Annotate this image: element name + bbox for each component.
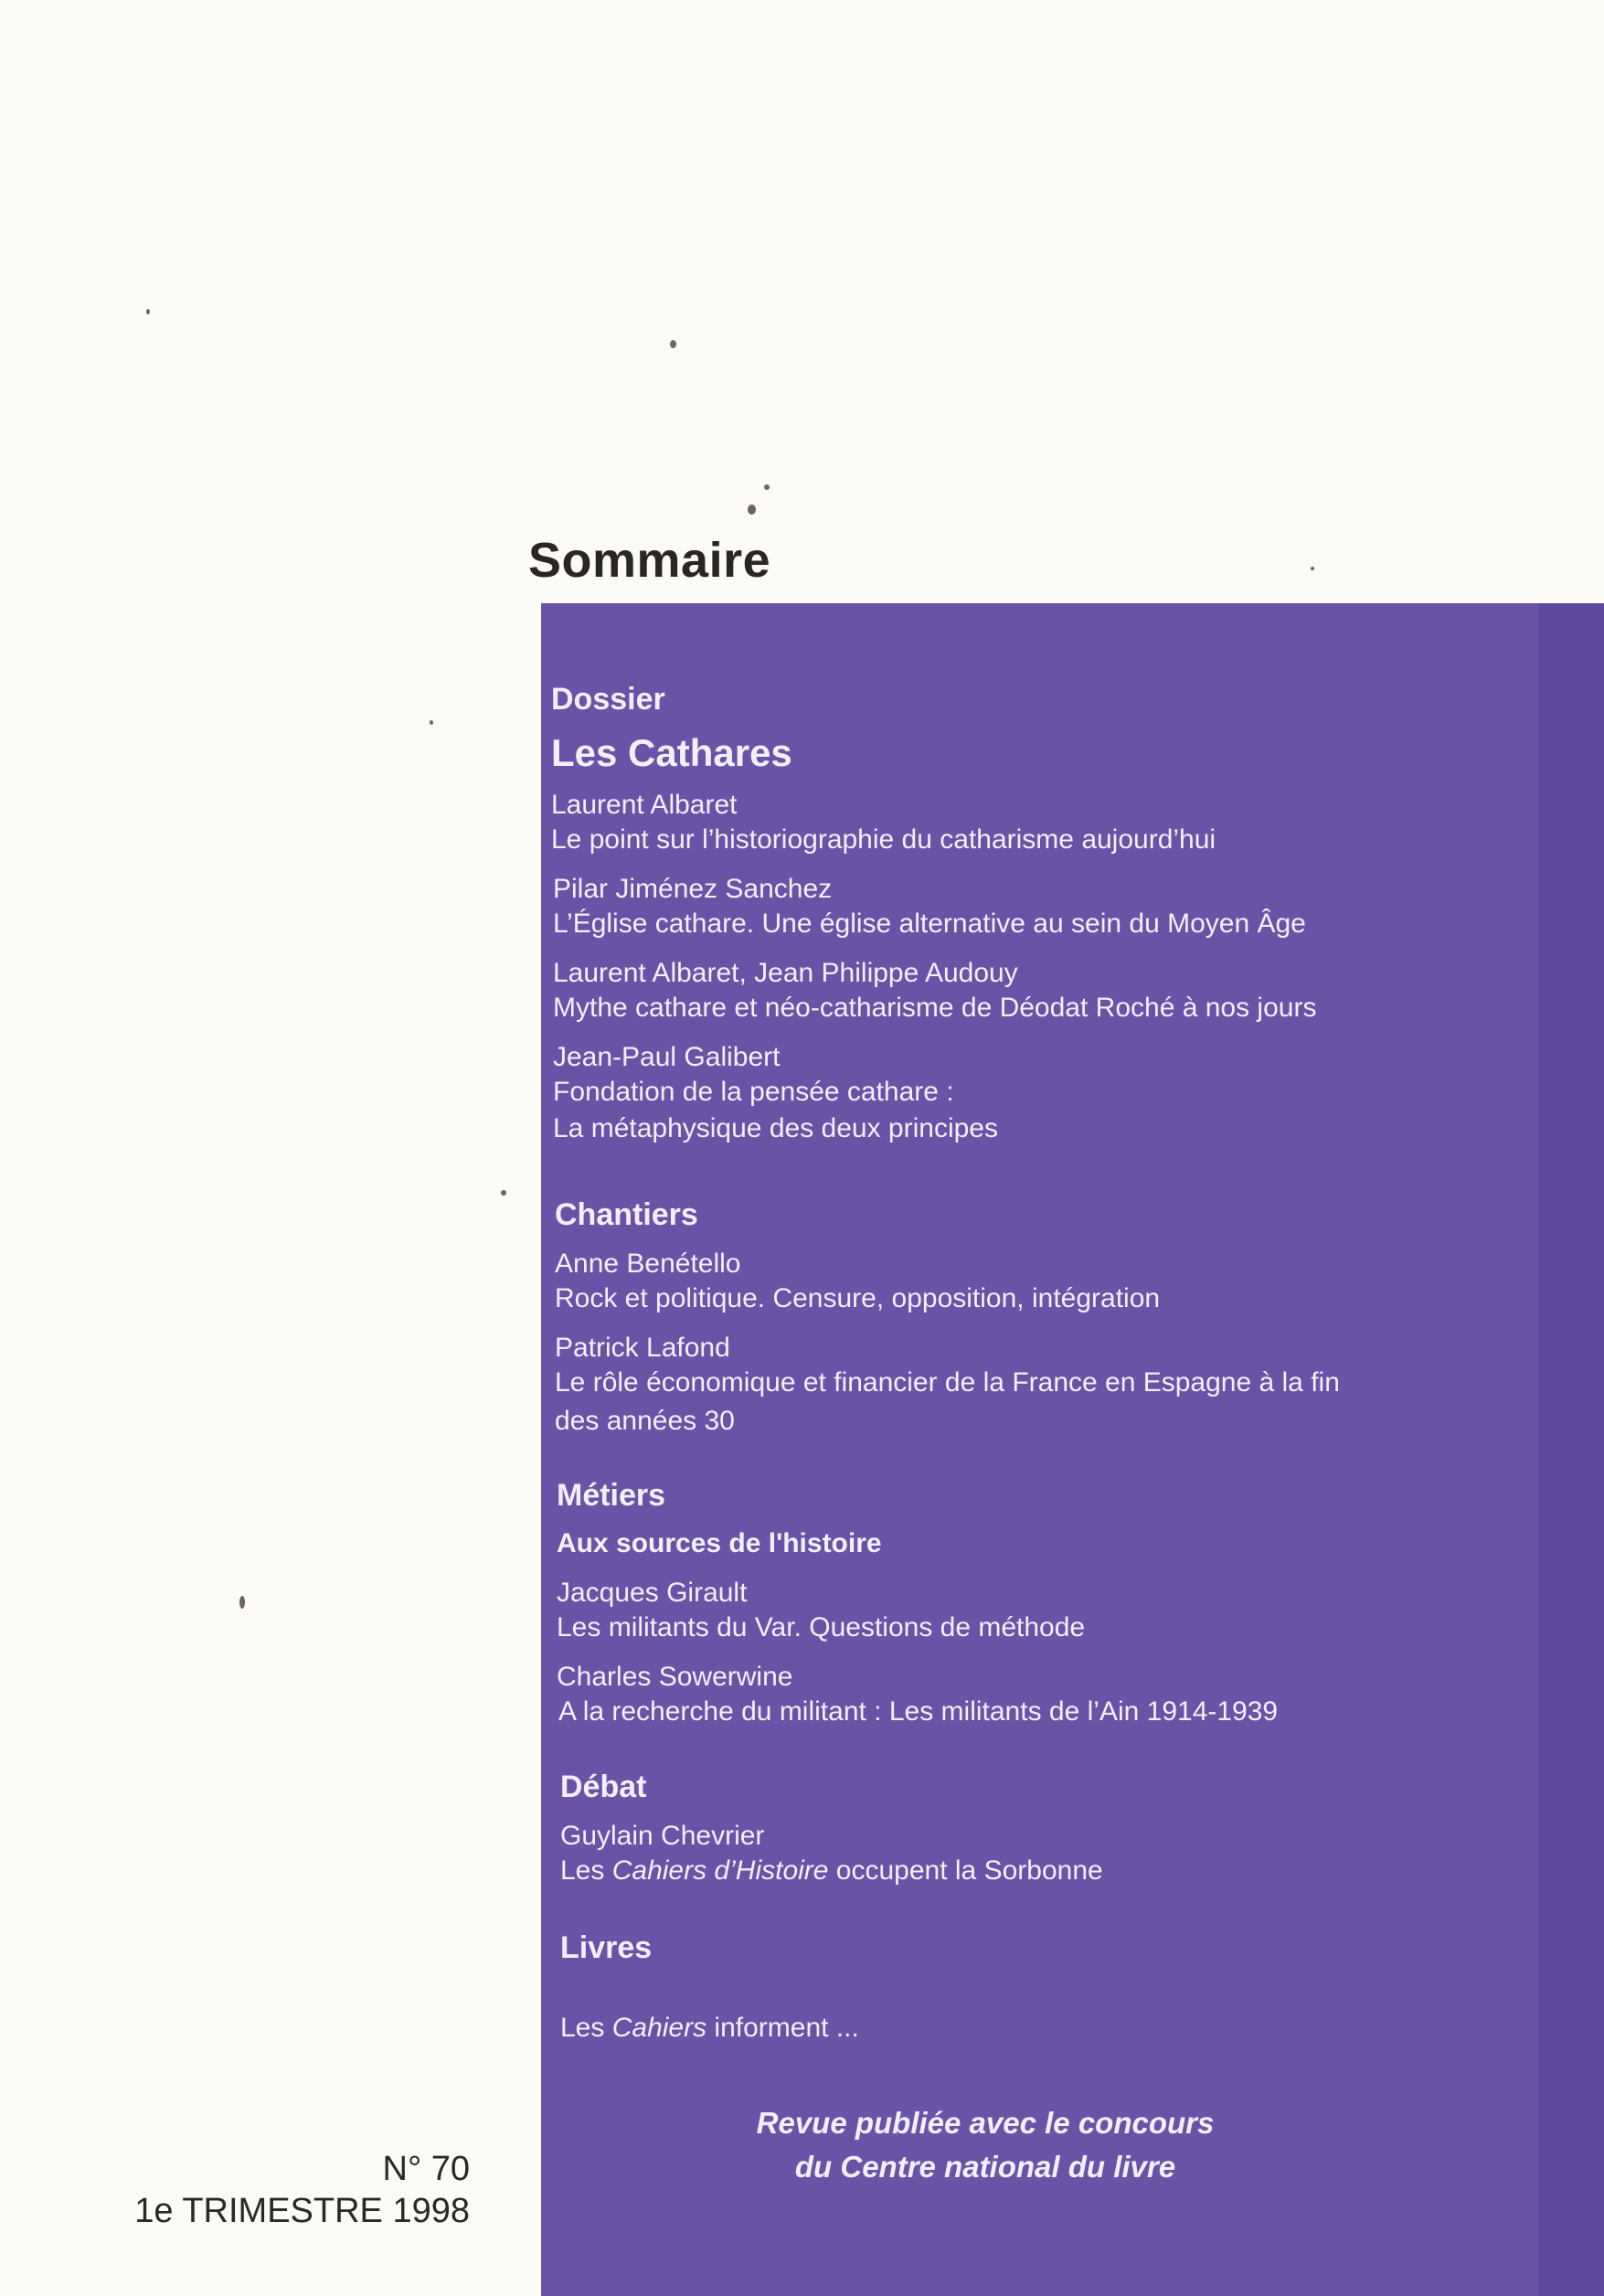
entry-title-start: Les — [560, 1855, 612, 1886]
spine-stripe — [1538, 603, 1604, 2296]
entry-title-continued: La métaphysique des deux principes — [553, 1113, 998, 1143]
entry-author: Anne Benétello — [555, 1249, 741, 1279]
paper-speck — [670, 340, 676, 348]
paper-speck — [501, 1190, 506, 1196]
entry-author: Jacques Girault — [557, 1578, 748, 1608]
entry-author: Laurent Albaret — [551, 790, 738, 820]
livres-line — [560, 2013, 859, 2044]
entry-title: Fondation de la pensée cathare : — [553, 1077, 954, 1107]
entry-title: Le point sur l’historiographie du catharisme aujourd’hui — [551, 824, 1216, 855]
section-label-chantiers: Chantiers — [555, 1197, 698, 1232]
entry-title-continued: des années 30 — [555, 1406, 735, 1436]
paper-speck — [1311, 567, 1314, 570]
entry-title: L’Église cathare. Une église alternative au sein du Moyen Âge — [553, 909, 1306, 939]
section-label-livres: Livres — [560, 1930, 653, 1965]
dossier-title: Les Cathares — [551, 731, 792, 774]
entry-title — [560, 1855, 1103, 1887]
entry-title: Les militants du Var. Questions de méthode — [557, 1612, 1086, 1642]
entry-author: Charles Sowerwine — [557, 1662, 793, 1692]
livres-line-italic: Cahiers — [611, 2013, 707, 2043]
issue-number: N° 70 — [382, 2150, 470, 2188]
livres-line-end: informent ... — [706, 2013, 859, 2043]
footer-line-1: Revue publiée avec le concours — [756, 2106, 1215, 2140]
footer-line-2: du Centre national du livre — [794, 2150, 1176, 2184]
section-label-debat: Débat — [560, 1770, 647, 1804]
paper-speck — [748, 505, 756, 515]
entry-author: Laurent Albaret, Jean Philippe Audouy — [553, 958, 1018, 988]
issue-period: 1e TRIMESTRE 1998 — [134, 2192, 470, 2230]
entry-title: A la recherche du militant : Les militants de l’Ain 1914-1939 — [558, 1696, 1279, 1727]
entry-title: Mythe cathare et néo-catharisme de Déodat Roché à nos jours — [553, 993, 1317, 1023]
section-label-metiers: Métiers — [557, 1478, 666, 1513]
entry-author: Patrick Lafond — [555, 1333, 730, 1363]
livres-line-start: Les — [560, 2013, 612, 2043]
paper-speck — [239, 1596, 245, 1609]
section-label-dossier: Dossier — [551, 682, 665, 717]
entry-title-italic: Cahiers d’Histoire — [611, 1855, 829, 1886]
metiers-subtitle: Aux sources de l'histoire — [557, 1528, 882, 1558]
entry-title: Le rôle économique et financier de la France en Espagne à la fin — [555, 1367, 1340, 1398]
paper-speck — [146, 309, 150, 314]
paper-speck — [764, 484, 770, 490]
entry-author: Pilar Jiménez Sanchez — [553, 874, 833, 904]
sommaire-heading: Sommaire — [528, 533, 771, 588]
entry-author: Jean-Paul Galibert — [553, 1042, 781, 1072]
paper-speck — [430, 720, 433, 725]
entry-title-end: occupent la Sorbonne — [828, 1855, 1103, 1886]
entry-author: Guylain Chevrier — [560, 1821, 765, 1851]
entry-title: Rock et politique. Censure, opposition, intégration — [555, 1283, 1161, 1313]
